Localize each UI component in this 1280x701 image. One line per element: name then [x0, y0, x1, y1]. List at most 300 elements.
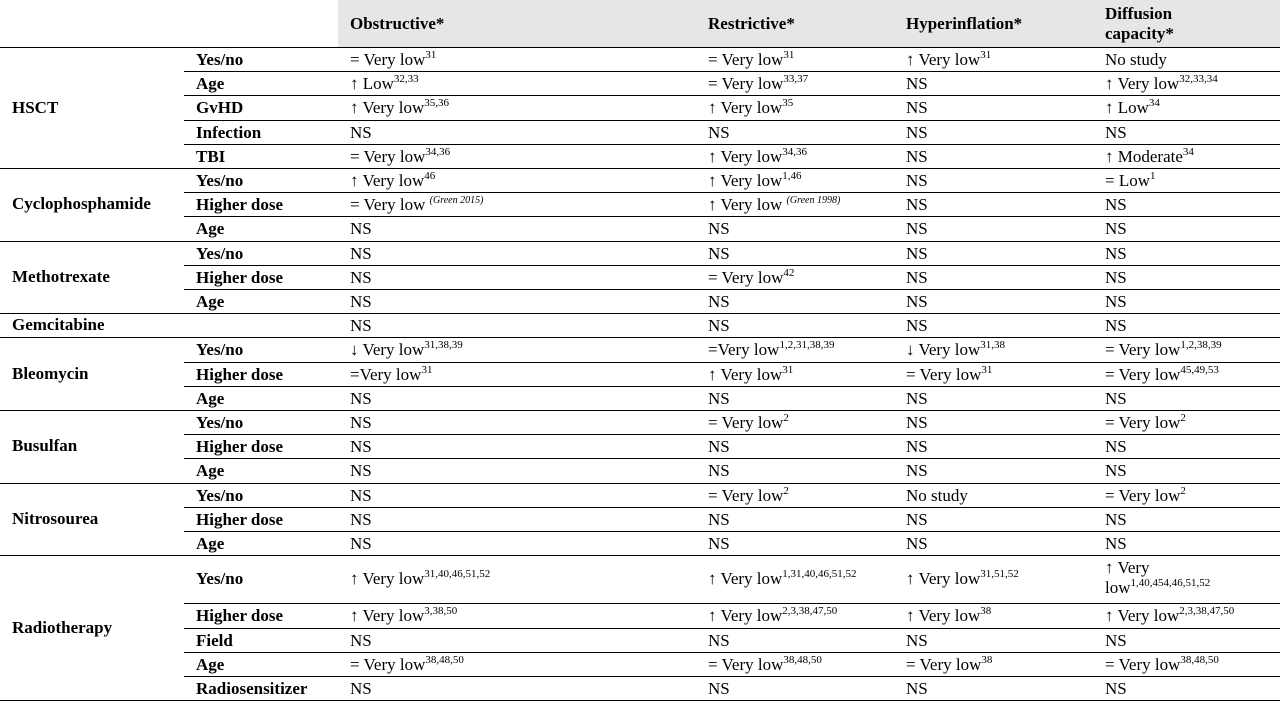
cell-restrictive	[708, 510, 730, 530]
cell-restrictive-text: = Very low	[708, 267, 784, 287]
row-rule	[184, 434, 1280, 435]
cell-diffusion-text-line2: low	[1105, 578, 1131, 598]
group-rule	[0, 410, 1280, 411]
cell-hyperinflation-reference: 31,51,52	[980, 568, 1019, 581]
cell-obstructive	[350, 413, 372, 433]
cell-restrictive-text: NS	[708, 388, 730, 408]
cell-obstructive-reference: 35,36	[424, 97, 450, 110]
cell-restrictive	[708, 98, 793, 118]
group-rule	[0, 313, 1280, 314]
cell-diffusion	[1105, 606, 1234, 626]
cell-restrictive-reference: 35	[782, 97, 794, 110]
cell-obstructive-text: ↑ Very low	[350, 569, 425, 589]
cell-restrictive	[708, 147, 807, 167]
cell-obstructive	[350, 50, 436, 70]
cell-diffusion	[1105, 437, 1127, 457]
group-rule	[0, 483, 1280, 484]
cell-hyperinflation-reference: 31	[980, 49, 992, 61]
cell-obstructive-text: ↑ Very low	[350, 171, 425, 190]
cell-diffusion-text: ↑ Moderate	[1105, 146, 1183, 166]
cell-hyperinflation-reference: 31,38	[980, 339, 1006, 352]
cell-diffusion-reference: 32,33,34	[1179, 73, 1218, 86]
cell-diffusion-text: NS	[1105, 122, 1127, 142]
cell-diffusion	[1105, 679, 1127, 699]
cell-obstructive-reference: 31,38,39	[424, 339, 463, 352]
cell-obstructive-text: NS	[350, 219, 372, 239]
cell-hyperinflation	[906, 486, 968, 506]
cell-diffusion-text: NS	[1105, 534, 1127, 553]
cell-hyperinflation-text: NS	[906, 413, 928, 432]
cell-diffusion	[1105, 655, 1219, 675]
cell-diffusion	[1105, 74, 1218, 94]
cell-hyperinflation	[906, 534, 928, 554]
cell-obstructive-reference: 31	[421, 363, 433, 376]
cell-restrictive-text: ↑ Very low	[708, 606, 783, 626]
row-label: Radiosensitizer	[196, 679, 308, 698]
cell-diffusion	[1105, 268, 1127, 288]
cell-obstructive-text: =Very low	[350, 364, 422, 384]
cell-diffusion	[1105, 461, 1127, 481]
cell-diffusion	[1105, 316, 1127, 336]
group-label: Bleomycin	[12, 363, 89, 383]
cell-obstructive	[350, 268, 372, 288]
cell-diffusion-text: NS	[1105, 630, 1127, 650]
row-rule	[184, 265, 1280, 266]
cell-obstructive-text: NS	[350, 437, 372, 457]
cell-hyperinflation-text: ↑ Very low	[906, 606, 981, 626]
cell-diffusion-text: NS	[1105, 509, 1127, 529]
cell-restrictive-reference: 2	[783, 484, 789, 497]
cell-restrictive	[708, 569, 857, 589]
cell-obstructive	[350, 365, 432, 385]
cell-obstructive-reference: 38,48,50	[425, 653, 464, 666]
cell-obstructive	[350, 679, 372, 699]
cell-obstructive	[350, 461, 372, 481]
cell-diffusion-text: No study	[1105, 50, 1167, 69]
cell-hyperinflation-text: NS	[906, 679, 928, 698]
cell-hyperinflation-text: NS	[906, 219, 928, 239]
cell-obstructive	[350, 74, 419, 94]
cell-diffusion-reference: 38,48,50	[1180, 653, 1219, 666]
cell-restrictive	[708, 655, 822, 675]
group-rule	[0, 168, 1280, 169]
cell-hyperinflation	[906, 219, 928, 239]
header-diffusion: Diffusion capacity*	[1105, 4, 1174, 43]
cell-restrictive	[708, 365, 793, 385]
row-label: Yes/no	[196, 485, 244, 505]
cell-hyperinflation	[906, 123, 928, 143]
cell-diffusion-text: = Very low	[1105, 485, 1181, 505]
cell-obstructive-text: ↑ Low	[350, 74, 394, 94]
cell-diffusion-text: NS	[1105, 219, 1127, 239]
row-label: Higher dose	[196, 267, 284, 287]
cell-restrictive-text: =Very low	[708, 340, 780, 360]
cell-hyperinflation-text: NS	[906, 195, 928, 215]
cell-obstructive-text: NS	[350, 122, 372, 142]
row-rule	[184, 216, 1280, 217]
row-label: Yes/no	[196, 413, 244, 432]
cell-diffusion-text: NS	[1105, 243, 1127, 263]
cell-restrictive-text: = Very low	[708, 485, 784, 505]
cell-hyperinflation	[906, 606, 991, 626]
cell-diffusion-text: = Very low	[1105, 364, 1181, 384]
cell-hyperinflation	[906, 340, 1005, 360]
cell-hyperinflation	[906, 631, 928, 651]
cell-obstructive-text: NS	[350, 316, 372, 336]
cell-hyperinflation	[906, 50, 991, 70]
cell-diffusion-text: NS	[1105, 388, 1127, 408]
cell-obstructive-reference: 31	[425, 49, 437, 61]
cell-restrictive-reference: 1,46	[782, 170, 802, 182]
cell-obstructive-text: NS	[350, 509, 372, 529]
cell-obstructive-text: NS	[350, 630, 372, 650]
cell-restrictive	[708, 219, 730, 239]
cell-restrictive	[708, 292, 730, 312]
cell-hyperinflation	[906, 147, 928, 167]
cell-restrictive	[708, 606, 837, 626]
cell-obstructive	[350, 510, 372, 530]
cell-obstructive	[350, 123, 372, 143]
header-restrictive: Restrictive*	[708, 14, 795, 33]
cell-hyperinflation	[906, 413, 928, 433]
cell-diffusion	[1105, 558, 1210, 598]
cell-diffusion-text: ↑ Low	[1105, 98, 1149, 118]
row-label: Age	[196, 388, 225, 408]
cell-hyperinflation-text: NS	[906, 316, 928, 336]
cell-obstructive	[350, 437, 372, 457]
cell-hyperinflation	[906, 679, 928, 699]
cell-obstructive-text: = Very low	[350, 195, 430, 215]
cell-obstructive-text: NS	[350, 534, 372, 553]
row-label: Higher dose	[196, 364, 284, 384]
cell-diffusion-reference: 45,49,53	[1180, 363, 1219, 376]
cell-diffusion-reference: 2	[1180, 484, 1186, 497]
cell-restrictive-reference: (Green 1998)	[786, 195, 841, 207]
cell-obstructive-reference: (Green 2015)	[429, 195, 484, 207]
row-label: Higher dose	[196, 606, 284, 626]
cell-restrictive	[708, 437, 730, 457]
cell-diffusion	[1105, 389, 1127, 409]
cell-restrictive-text: NS	[708, 630, 730, 650]
cell-restrictive-reference: 2	[783, 412, 789, 424]
cell-restrictive-reference: 1,31,40,46,51,52	[782, 568, 857, 581]
cell-hyperinflation-text: NS	[906, 534, 928, 553]
row-rule	[184, 192, 1280, 193]
row-label: Yes/no	[196, 243, 244, 263]
cell-hyperinflation-text: NS	[906, 509, 928, 529]
cell-hyperinflation-text: = Very low	[906, 364, 982, 384]
cell-restrictive	[708, 171, 802, 191]
cell-hyperinflation-text: NS	[906, 98, 928, 118]
cell-diffusion-text: = Very low	[1105, 340, 1181, 360]
row-label: Higher dose	[196, 195, 284, 215]
cell-restrictive-text: NS	[708, 292, 730, 311]
cell-hyperinflation-reference: 38	[980, 605, 992, 618]
cell-hyperinflation	[906, 316, 928, 336]
cell-hyperinflation	[906, 389, 928, 409]
cell-obstructive-reference: 31,40,46,51,52	[424, 568, 491, 581]
cell-restrictive	[708, 268, 794, 288]
group-label: Gemcitabine	[12, 315, 105, 335]
cell-hyperinflation-text: NS	[906, 388, 928, 408]
cell-hyperinflation-text: ↓ Very low	[906, 340, 981, 360]
cell-diffusion-reference: 1,2,38,39	[1180, 339, 1222, 352]
cell-hyperinflation-text: No study	[906, 485, 968, 505]
cell-restrictive	[708, 74, 808, 94]
cell-obstructive	[350, 606, 457, 626]
cell-restrictive-text: NS	[708, 461, 730, 481]
cell-diffusion-text: NS	[1105, 679, 1127, 698]
group-label: HSCT	[12, 97, 59, 117]
cell-diffusion	[1105, 50, 1167, 70]
cell-hyperinflation-text: NS	[906, 630, 928, 650]
cell-hyperinflation-text: NS	[906, 437, 928, 457]
cell-restrictive	[708, 534, 730, 554]
cell-restrictive-text: ↑ Very low	[708, 146, 783, 166]
cell-diffusion-text: ↑ Very low	[1105, 74, 1180, 94]
cell-restrictive-text: ↑ Very low	[708, 98, 783, 118]
cell-restrictive-text: ↑ Very low	[708, 195, 787, 215]
header-hyperinflation: Hyperinflation*	[906, 14, 1023, 33]
row-label: Age	[196, 292, 225, 311]
cell-hyperinflation-text: NS	[906, 292, 928, 311]
cell-restrictive-text: = Very low	[708, 654, 784, 674]
cell-obstructive	[350, 569, 490, 589]
cell-diffusion-text: NS	[1105, 437, 1127, 457]
cell-obstructive-reference: 34,36	[425, 145, 451, 158]
cell-restrictive-text: NS	[708, 316, 730, 336]
cell-hyperinflation-text: NS	[906, 267, 928, 287]
cell-diffusion	[1105, 123, 1127, 143]
cell-diffusion	[1105, 195, 1127, 215]
cell-obstructive	[350, 171, 435, 191]
cell-diffusion-reference: 2,3,38,47,50	[1179, 605, 1235, 618]
cell-diffusion	[1105, 365, 1219, 385]
row-label: Higher dose	[196, 437, 284, 457]
cell-hyperinflation-reference: 38	[981, 653, 993, 666]
row-rule	[184, 362, 1280, 363]
cell-diffusion	[1105, 171, 1156, 191]
cell-hyperinflation	[906, 461, 928, 481]
cell-restrictive	[708, 244, 730, 264]
cell-obstructive-text: NS	[350, 679, 372, 698]
group-label: Radiotherapy	[12, 617, 113, 637]
cell-diffusion-text: NS	[1105, 195, 1127, 215]
group-label: Nitrosourea	[12, 508, 99, 528]
cell-restrictive-text: NS	[708, 679, 730, 698]
cell-hyperinflation	[906, 244, 928, 264]
cell-restrictive	[708, 50, 794, 70]
cell-obstructive-text: = Very low	[350, 146, 426, 166]
cell-diffusion	[1105, 413, 1186, 433]
cell-diffusion-text: = Very low	[1105, 654, 1181, 674]
row-rule	[184, 531, 1280, 532]
row-rule	[184, 386, 1280, 387]
row-label: Yes/no	[196, 171, 244, 190]
cell-hyperinflation	[906, 171, 928, 191]
cell-restrictive-text: NS	[708, 509, 730, 529]
group-label: Busulfan	[12, 436, 78, 456]
cell-restrictive	[708, 316, 730, 336]
group-label: Methotrexate	[12, 266, 110, 286]
cell-restrictive-text: = Very low	[708, 74, 784, 94]
cell-restrictive-text: NS	[708, 122, 730, 142]
row-rule	[184, 603, 1280, 604]
row-rule	[184, 144, 1280, 145]
row-label: Age	[196, 654, 225, 674]
cell-diffusion	[1105, 340, 1222, 360]
cell-diffusion	[1105, 631, 1127, 651]
row-label: Yes/no	[196, 50, 244, 69]
row-rule	[184, 289, 1280, 290]
cell-obstructive	[350, 195, 483, 215]
row-rule	[184, 628, 1280, 629]
cell-hyperinflation-text: NS	[906, 74, 928, 94]
cell-obstructive-text: ↓ Very low	[350, 340, 425, 360]
row-rule	[184, 458, 1280, 459]
cell-obstructive-text: = Very low	[350, 50, 426, 69]
cell-hyperinflation-text: NS	[906, 461, 928, 481]
cell-obstructive-reference: 3,38,50	[424, 605, 458, 618]
cell-restrictive-reference: 1,2,31,38,39	[779, 339, 835, 352]
cell-obstructive-text: ↑ Very low	[350, 606, 425, 626]
header-obstructive: Obstructive*	[350, 14, 445, 33]
cell-hyperinflation-reference: 31	[981, 363, 993, 376]
header-rule	[0, 47, 1280, 48]
cell-diffusion-text: = Low	[1105, 171, 1150, 190]
row-label: TBI	[196, 146, 226, 166]
cell-restrictive-text: NS	[708, 437, 730, 457]
cell-restrictive	[708, 679, 730, 699]
cell-obstructive	[350, 98, 449, 118]
cell-obstructive	[350, 244, 372, 264]
row-label: Yes/no	[196, 340, 244, 360]
cell-diffusion	[1105, 510, 1127, 530]
cell-hyperinflation	[906, 569, 1019, 589]
cell-hyperinflation	[906, 510, 928, 530]
cell-restrictive-text: NS	[708, 243, 730, 263]
cell-obstructive-text: NS	[350, 267, 372, 287]
cell-restrictive	[708, 123, 730, 143]
cell-hyperinflation	[906, 365, 992, 385]
cell-obstructive-text: NS	[350, 485, 372, 505]
cell-obstructive-text: = Very low	[350, 654, 426, 674]
cell-restrictive-text: ↑ Very low	[708, 171, 783, 190]
cell-restrictive-text: NS	[708, 219, 730, 239]
row-rule	[184, 95, 1280, 96]
cell-diffusion-text: NS	[1105, 267, 1127, 287]
cell-hyperinflation-text: ↑ Very low	[906, 50, 981, 69]
cell-restrictive	[708, 389, 730, 409]
cell-obstructive	[350, 340, 463, 360]
cell-obstructive	[350, 219, 372, 239]
cell-diffusion-text: = Very low	[1105, 413, 1181, 432]
cell-hyperinflation	[906, 437, 928, 457]
cell-restrictive	[708, 195, 840, 215]
cell-obstructive	[350, 534, 372, 554]
cell-diffusion	[1105, 486, 1186, 506]
cell-hyperinflation	[906, 292, 928, 312]
cell-diffusion-text: ↑ Very	[1105, 558, 1150, 578]
cell-diffusion	[1105, 534, 1127, 554]
group-rule	[0, 241, 1280, 242]
cell-restrictive-reference: 42	[783, 266, 795, 279]
cell-hyperinflation	[906, 195, 928, 215]
row-rule	[184, 120, 1280, 121]
cell-obstructive	[350, 655, 464, 675]
cell-hyperinflation	[906, 268, 928, 288]
cell-hyperinflation-text: ↑ Very low	[906, 569, 981, 589]
group-rule	[0, 337, 1280, 338]
group-rule	[0, 555, 1280, 556]
cell-diffusion-reference: 1	[1150, 170, 1156, 182]
cell-diffusion-text: NS	[1105, 292, 1127, 311]
cell-restrictive	[708, 461, 730, 481]
cell-obstructive	[350, 631, 372, 651]
cell-obstructive	[350, 316, 372, 336]
row-label: Age	[196, 534, 225, 553]
cell-hyperinflation-text: NS	[906, 243, 928, 263]
cell-diffusion-text: NS	[1105, 461, 1127, 481]
cell-restrictive-text: NS	[708, 534, 730, 553]
row-label: GvHD	[196, 98, 244, 118]
cell-restrictive-reference: 31	[782, 363, 794, 376]
cell-hyperinflation-text: NS	[906, 146, 928, 166]
row-label: Age	[196, 219, 225, 239]
cell-hyperinflation	[906, 655, 992, 675]
cell-obstructive-reference: 46	[424, 170, 436, 182]
cell-obstructive	[350, 389, 372, 409]
cell-restrictive	[708, 413, 789, 433]
row-rule	[184, 676, 1280, 677]
row-label: Infection	[196, 122, 262, 142]
cell-diffusion-reference: 34	[1148, 97, 1160, 110]
group-label: Cyclophosphamide	[12, 194, 151, 214]
cell-obstructive-text: NS	[350, 413, 372, 432]
cell-diffusion	[1105, 244, 1127, 264]
cell-restrictive-text: = Very low	[708, 50, 784, 69]
cell-hyperinflation	[906, 98, 928, 118]
cell-diffusion	[1105, 98, 1160, 118]
cell-restrictive-reference: 31	[783, 49, 795, 61]
cell-restrictive-reference: 34,36	[782, 145, 808, 158]
cell-hyperinflation	[906, 74, 928, 94]
cell-diffusion	[1105, 219, 1127, 239]
cell-restrictive	[708, 340, 834, 360]
row-rule	[184, 507, 1280, 508]
cell-obstructive-text: ↑ Very low	[350, 98, 425, 118]
cell-obstructive	[350, 486, 372, 506]
cell-obstructive	[350, 292, 372, 312]
cell-diffusion-text: NS	[1105, 316, 1127, 336]
cell-restrictive-text: ↑ Very low	[708, 364, 783, 384]
cell-restrictive	[708, 631, 730, 651]
cell-restrictive-text: ↑ Very low	[708, 569, 783, 589]
cell-hyperinflation-text: = Very low	[906, 654, 982, 674]
row-rule	[184, 71, 1280, 72]
cell-diffusion	[1105, 292, 1127, 312]
row-rule	[184, 652, 1280, 653]
cell-diffusion-text: ↑ Very low	[1105, 606, 1180, 626]
cell-obstructive-text: NS	[350, 461, 372, 481]
cell-diffusion	[1105, 147, 1194, 167]
cell-obstructive-reference: 32,33	[393, 73, 419, 86]
cell-diffusion-reference: 1,40,454,46,51,52	[1130, 577, 1211, 590]
row-label: Higher dose	[196, 509, 284, 529]
cell-obstructive	[350, 147, 450, 167]
cell-obstructive-text: NS	[350, 388, 372, 408]
cell-hyperinflation-text: NS	[906, 122, 928, 142]
